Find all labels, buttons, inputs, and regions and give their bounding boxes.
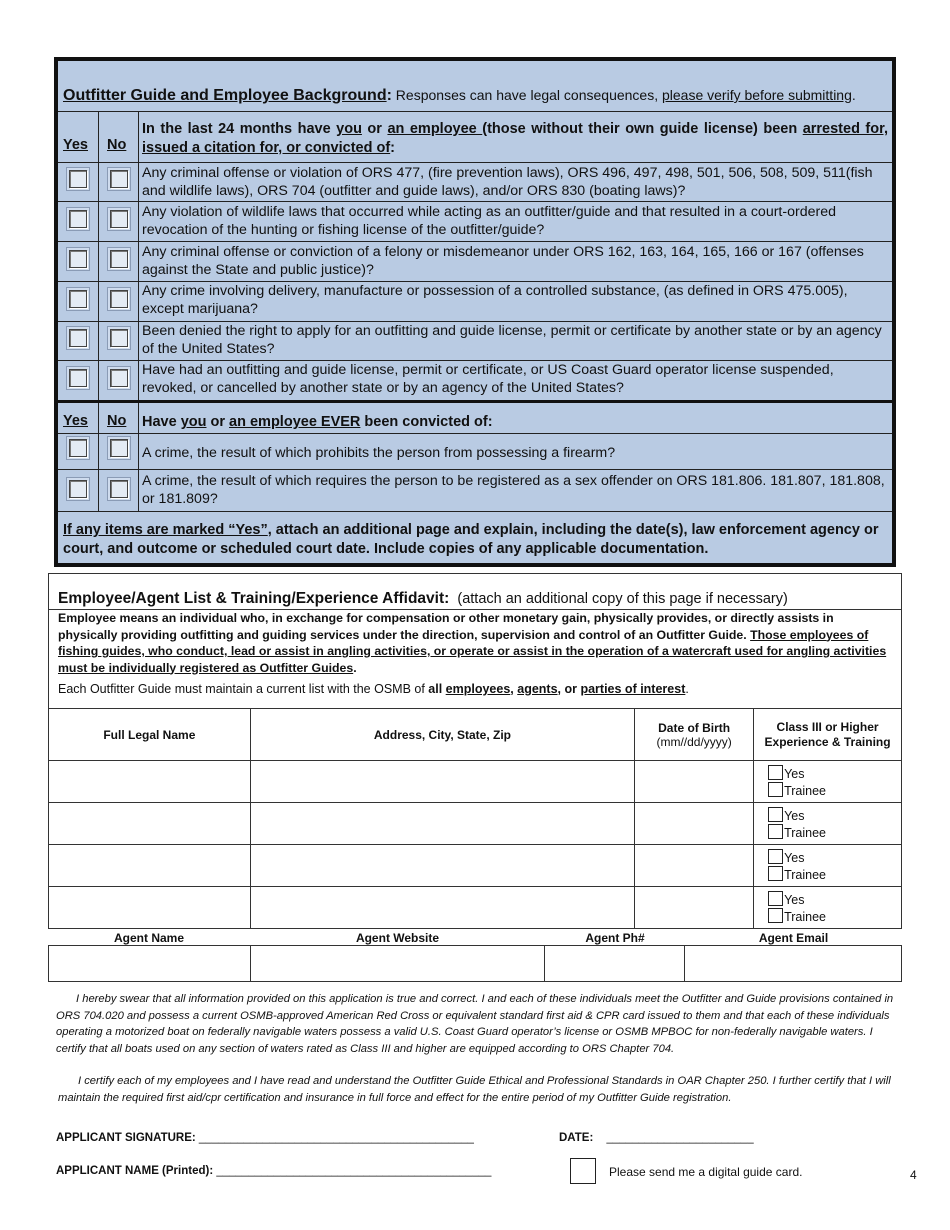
trainee-option[interactable] (768, 908, 900, 925)
affidavit-title: Employee/Agent List & Training/Experience Affidavit: (58, 590, 450, 607)
yes-checkbox-ever-2[interactable] (66, 477, 90, 501)
class-cell (754, 887, 902, 929)
declaration-paragraph-2: I certify each of my employees and I have read and understand the Outfitter Guide Ethical and Professional Standards in OAR Chapter 250. I further certify that I will maintain the required first aid/cpr certification and insurance in full force and effect for the entire period of my Outfitter Guide registration. (58, 1075, 891, 1104)
question-2: Any violation of wildlife laws that occurred while acting as an outfitter/guide and that resulted in a court-ordered revocation of the hunting or fishing license of the outfitter/guide? (142, 204, 836, 238)
agent-email-cell[interactable] (685, 946, 902, 982)
maintain-text: , (510, 682, 518, 696)
signature-label: APPLICANT SIGNATURE: (56, 1132, 196, 1144)
table-row (49, 887, 902, 929)
ever-question-1: A crime, the result of which prohibits the person from possessing a firearm? (142, 445, 616, 461)
dob-format: (mm//dd/yyyy) (656, 734, 732, 749)
maintain-list-note (58, 682, 689, 696)
class-cell (754, 803, 902, 845)
maintain-text: agents (517, 682, 558, 696)
dob-label: Date of Birth (658, 720, 731, 735)
yes-checkbox-q4[interactable] (66, 287, 90, 311)
employee-definition (58, 610, 891, 676)
header-part: an employee (387, 121, 483, 137)
ever-part: Have (142, 414, 181, 430)
table-row (49, 946, 902, 982)
address-cell[interactable] (250, 761, 634, 803)
yes-checkbox[interactable] (768, 765, 783, 780)
ever-col-yes-header: Yes (63, 413, 88, 429)
ever-col-no-header: No (107, 413, 127, 429)
definition-plain: Employee means an individual who, in exchange for compensation or other monetary gain, physically provides, or directly assists in physically providing outfitting and guiding services under the direction, supervision and control of an Outfitter Guide. (58, 611, 834, 642)
name-cell[interactable] (49, 803, 251, 845)
affidavit-section (48, 573, 902, 709)
yes-label: Yes (784, 766, 805, 781)
no-checkbox-q6[interactable] (107, 366, 131, 390)
no-checkbox-q3[interactable] (107, 247, 131, 271)
date-row (559, 1132, 754, 1144)
maintain-text: parties of interest (580, 682, 686, 696)
yes-label: Yes (784, 808, 805, 823)
background-section (54, 57, 896, 567)
header-part: In the last 24 months have (142, 121, 337, 137)
no-checkbox-q1[interactable] (107, 167, 131, 191)
col-agent-phone: Agent Ph# (585, 931, 645, 945)
header-part: you (336, 121, 362, 137)
declaration-paragraph-1: I hereby swear that all information provided on this application is true and correct. I and each of these individuals meet the Outfitter and Guide provisions contained in ORS 704.020 and possess a current OSMB-approved American Red Cross or equivalent standard first aid & CPR card issued to them and that each of these individuals operating a motorized boat on federally navigable waters possess a valid U.S. Coast Guard operator’s license or OSMB MPBOC for non-federally navigable waters. I certify that all boats used on any section of waters rated as Class III and higher are equipped according to ORS Chapter 704. (56, 993, 894, 1055)
agent-input-row (48, 945, 902, 982)
address-cell[interactable] (250, 887, 634, 929)
subtitle-period: . (851, 87, 856, 103)
header-part: (those without their own guide license) been (482, 121, 803, 137)
trainee-option[interactable] (768, 866, 900, 883)
applicant-signature-row (56, 1132, 474, 1144)
col-agent-website: Agent Website (355, 931, 440, 945)
agent-name-cell[interactable] (49, 946, 251, 982)
ever-part: you (180, 414, 207, 430)
dob-cell[interactable] (635, 803, 754, 845)
question-6: Have had an outfitting and guide license, permit or certificate, or US Coast Guard operator license suspended, revoked, or cancelled by another state or by an agency of the United States? (142, 362, 834, 396)
agent-phone-cell[interactable] (545, 946, 685, 982)
yes-checkbox-q6[interactable] (66, 366, 90, 390)
trainee-label: Trainee (784, 825, 827, 840)
agent-website-cell[interactable] (250, 946, 545, 982)
yes-checkbox[interactable] (768, 891, 783, 906)
footer-underlined: If any items are marked “Yes” (63, 522, 268, 538)
question-1: Any criminal offense or violation of ORS 477, (fire prevention laws), ORS 496, 497, 498, 501, 506, 508, 509, 511(fish and wildlife laws), ORS 704 (outfitter and guide laws), and/or ORS 830 (boating laws)? (142, 165, 873, 199)
maintain-text: . (685, 682, 689, 696)
employee-table (48, 708, 902, 929)
trainee-checkbox[interactable] (768, 908, 783, 923)
background-subtitle: Responses can have legal consequences, (391, 87, 662, 103)
yes-option[interactable] (768, 807, 900, 824)
dob-cell[interactable] (635, 887, 754, 929)
applicant-name-row (56, 1165, 491, 1177)
yes-option[interactable] (768, 765, 900, 782)
col-date-of-birth (635, 709, 754, 761)
signature-line[interactable]: ___________________________________________ (198, 1132, 474, 1144)
last-24-months-header (142, 120, 888, 158)
name-cell[interactable] (49, 761, 251, 803)
table-row (49, 803, 902, 845)
applicant-name-line[interactable]: ___________________________________________ (216, 1165, 492, 1177)
yes-checkbox-q1[interactable] (66, 167, 90, 191)
col-class-experience: Class III or Higher Experience & Training (754, 709, 902, 761)
yes-checkbox-q5[interactable] (66, 326, 90, 350)
class-cell (754, 761, 902, 803)
date-label: DATE: (559, 1132, 594, 1144)
col-yes-header: Yes (63, 137, 88, 153)
trainee-label: Trainee (784, 909, 827, 924)
digital-card-checkbox[interactable] (570, 1158, 596, 1184)
header-part: : (390, 140, 396, 156)
ever-part: or (206, 414, 230, 430)
address-cell[interactable] (250, 845, 634, 887)
maintain-text: Each Outfitter Guide must maintain a current list with the OSMB of (58, 682, 429, 696)
trainee-option[interactable] (768, 824, 900, 841)
title-colon: : (386, 87, 392, 104)
footer-rest: , attach an additional page and explain, including the date(s), law enforcement agency or court, and outcome or scheduled court date. Include copies of any applicable documentation. (63, 522, 879, 557)
question-4: Any crime involving delivery, manufacture or possession of a controlled substance, (as defined in ORS 475.005), except marijuana? (142, 283, 848, 317)
affidavit-title-row (58, 590, 788, 608)
dob-cell[interactable] (635, 761, 754, 803)
yes-label: Yes (784, 850, 805, 865)
no-checkbox-q2[interactable] (107, 207, 131, 231)
question-5: Been denied the right to apply for an outfitting and guide license, permit or certificate by another state or by an agency of the United States? (142, 323, 882, 357)
yes-option[interactable] (768, 849, 900, 866)
ever-header (142, 413, 888, 431)
maintain-text: all (428, 682, 446, 696)
class-cell (754, 845, 902, 887)
date-line[interactable]: _______________________ (606, 1132, 754, 1144)
table-row (49, 845, 902, 887)
table-row (49, 761, 902, 803)
background-title-row (63, 87, 856, 105)
employee-table-header (49, 709, 902, 761)
trainee-checkbox[interactable] (768, 824, 783, 839)
trainee-checkbox[interactable] (768, 866, 783, 881)
address-cell[interactable] (250, 803, 634, 845)
ever-question-2: A crime, the result of which requires the person to be registered as a sex offender on ORS 181.806. 181.807, 181.808, or 181.809? (142, 473, 885, 507)
no-checkbox-ever-1[interactable] (107, 436, 131, 460)
no-checkbox-q5[interactable] (107, 326, 131, 350)
definition-end: . (353, 660, 357, 675)
ever-part: : (487, 414, 493, 430)
no-checkbox-q4[interactable] (107, 287, 131, 311)
name-cell[interactable] (49, 887, 251, 929)
yes-checkbox-q3[interactable] (66, 247, 90, 271)
no-checkbox-ever-2[interactable] (107, 477, 131, 501)
affidavit-note: (attach an additional copy of this page if necessary) (449, 591, 788, 607)
col-full-legal-name: Full Legal Name (49, 709, 251, 761)
trainee-option[interactable] (768, 782, 900, 799)
definition-underlined: Those employees of fishing guides, who conduct, lead or assist in angling activities, or operate or assist in the operation of a watercraft used for angling activities must be individually registered as Outfitter Guides (58, 627, 887, 675)
verify-note: please verify before submitting (662, 87, 852, 103)
maintain-text: , or (557, 682, 581, 696)
background-title: Outfitter Guide and Employee Background (63, 87, 387, 104)
applicant-name-label: APPLICANT NAME (Printed): (56, 1165, 214, 1177)
background-footer-note (63, 521, 886, 559)
question-3: Any criminal offense or conviction of a felony or misdemeanor under ORS 162, 163, 164, 165, 166 or 167 (offenses against the State and public justice)? (142, 244, 864, 278)
yes-option[interactable] (768, 891, 900, 908)
agent-table (48, 930, 902, 946)
yes-checkbox[interactable] (768, 807, 783, 822)
trainee-checkbox[interactable] (768, 782, 783, 797)
name-cell[interactable] (49, 845, 251, 887)
yes-checkbox-ever-1[interactable] (66, 436, 90, 460)
maintain-text: employees (445, 682, 511, 696)
digital-card-label: Please send me a digital guide card. (609, 1165, 803, 1179)
col-no-header: No (107, 137, 127, 153)
yes-checkbox-q2[interactable] (66, 207, 90, 231)
col-agent-name: Agent Name (113, 931, 184, 945)
trainee-label: Trainee (784, 783, 827, 798)
ever-part: been convicted of (360, 414, 488, 430)
ever-part: an employee EVER (229, 414, 361, 430)
header-part: arrested for, issued a citation for, or convicted of (142, 121, 888, 156)
agent-table-header (48, 930, 902, 946)
yes-checkbox[interactable] (768, 849, 783, 864)
col-address: Address, City, State, Zip (250, 709, 634, 761)
dob-cell[interactable] (635, 845, 754, 887)
trainee-label: Trainee (784, 867, 827, 882)
header-part: or (361, 121, 388, 137)
col-agent-email: Agent Email (758, 931, 829, 945)
page-number: 4 (910, 1168, 917, 1182)
yes-label: Yes (784, 892, 805, 907)
